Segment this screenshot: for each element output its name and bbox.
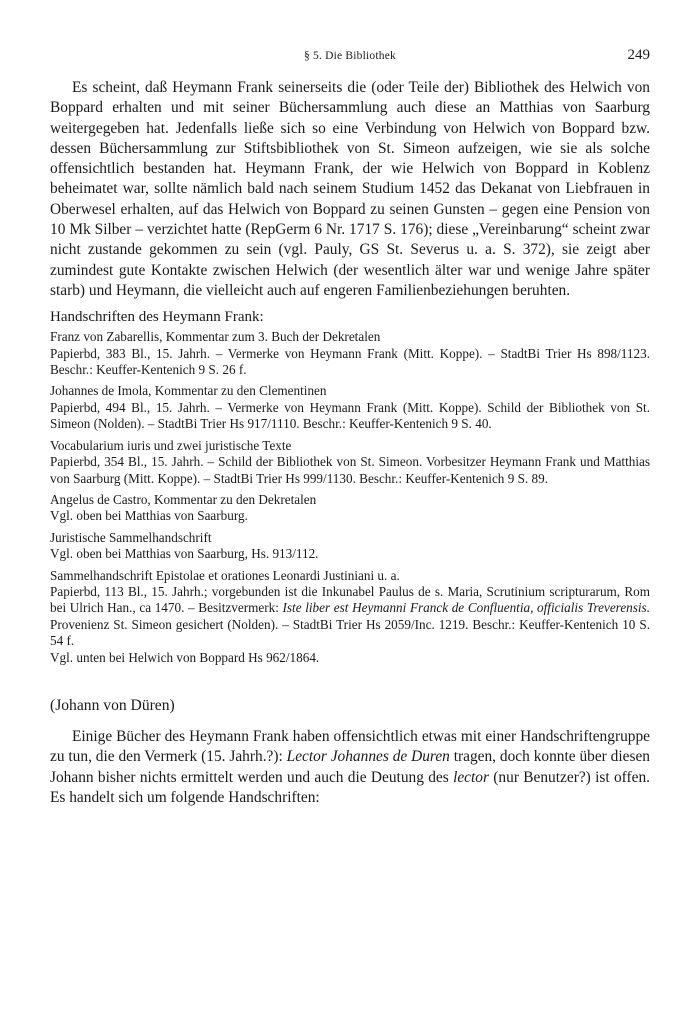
entry-title: Johannes de Imola, Kommentar zu den Clementinen — [50, 383, 327, 399]
manuscripts-heading: Handschriften des Heymann Frank: — [50, 309, 264, 326]
entry-title: Angelus de Castro, Kommentar zu den Dekretalen — [50, 491, 317, 507]
entry-cross-reference: Vgl. unten bei Helwich von Boppard Hs 962/1864. — [50, 649, 320, 665]
closing-text-1: Einige Bücher des Heymann Frank haben offensichtlich etwas mit einer Handschriftengruppe zu tun, die den Vermerk (15. Jahrh.?): — [50, 727, 650, 766]
manuscript-entry — [50, 568, 650, 666]
section-heading: (Johann von Düren) — [50, 696, 175, 714]
closing-paragraph — [50, 727, 650, 808]
entry-description: Vgl. oben bei Matthias von Saarburg. — [50, 508, 248, 524]
entry-description: Vgl. oben bei Matthias von Saarburg, Hs. 913/112. — [50, 546, 319, 562]
closing-text-2: tragen, doch konnte über diesen Johann bisher nichts ermittelt werden und auch die Deutung des — [50, 748, 650, 786]
entry-title: Sammelhandschrift Epistolae et orationes Leonardi Justiniani u. a. — [50, 567, 400, 583]
entry-description — [50, 584, 650, 650]
manuscript-entry — [50, 492, 650, 525]
intro-paragraph: Es scheint, daß Heymann Frank seinerseits die (oder Teile der) Bibliothek des Helwich von Boppard erhalten und mit seiner Büchersammlung auch diese an Matthias von Saarburg weitergegeben hat. Jedenfalls ließe sich so eine Verbindung von Helwich von Boppard bzw. dessen Büchersammlung zur Stiftsbibliothek von St. Simeon aufzeigen, wie sie als solche offensichtlich bestanden hat. Heymann Frank, der wie Helwich von Boppard in Koblenz beheimatet war, sollte nämlich bald nach seinem Studium 1452 das Dekanat von Liebfrauen in Oberwesel erhalten, auf das Helwich von Boppard zu seinen Gunsten – gegen eine Pension von 10 Mk Silber – verzichtet hatte (RepGerm 6 Nr. 1717 S. 176); diese „Vereinbarung“ scheint zwar nicht zustande gekommen zu sein (vgl. Pauly, GS St. Severus u. a. S. 372), sie zeigt aber zumindest gute Kontakte zwischen Helwich (der wesentlich älter war und wenige Jahre später starb) und Heymann, die vielleicht auch auf engeren Familienbeziehungen beruhten. — [50, 79, 650, 299]
entry-title: Franz von Zabarellis, Kommentar zum 3. Buch der Dekretalen — [50, 329, 381, 345]
entry-title: Vocabularium iuris und zwei juristische Texte — [50, 437, 292, 453]
entry-description: Papierbd, 383 Bl., 15. Jahrh. – Vermerke von Heymann Frank (Mitt. Koppe). – StadtBi Trier Hs 898/1123. Beschr.: Keuffer-Kentenich 9 S. 26 f. — [50, 345, 650, 378]
manuscript-entry — [50, 329, 650, 378]
ownership-note-italic: Iste liber est Heymanni Franck de Confluentia, officialis Treverensis. — [282, 600, 650, 616]
closing-italic-1: Lector Johannes de Duren — [286, 748, 450, 766]
manuscript-entry — [50, 383, 650, 432]
page-number: 249 — [627, 47, 650, 63]
description-text-continued: Provenienz St. Simeon gesichert (Nolden). – StadtBi Trier Hs 2059/Inc. 1219. Beschr.: Keuffer-Kentenich 10 S. 54 f. — [50, 616, 650, 649]
entry-description: Papierbd, 354 Bl., 15. Jahrh. – Schild der Bibliothek von St. Simeon. Vorbesitzer Heymann Frank und Matthias von Saarburg (Mitt. Koppe). – StadtBi Trier Hs 999/1130. Beschr.: Keuffer-Kentenich 9 S. 89. — [50, 454, 650, 486]
closing-italic-2: lector — [453, 768, 489, 786]
page-body — [50, 78, 650, 808]
running-head — [50, 47, 650, 67]
entry-description: Papierbd, 494 Bl., 15. Jahrh. – Vermerke von Heymann Frank (Mitt. Koppe). Schild der Bibliothek von St. Simeon (Nolden). – StadtBi Trier Hs 917/1110. Beschr.: Keuffer-Kentenich 9 S. 40. — [50, 399, 650, 432]
description-text: Papierbd, 113 Bl., 15. Jahrh.; vorgebunden ist die Inkunabel Paulus de s. Maria, Scrutinium scripturarum, Rom bei Ulrich Han., ca 1470. – Besitzvermerk: — [50, 583, 650, 616]
entry-title: Juristische Sammelhandschrift — [50, 529, 212, 545]
running-title: § 5. Die Bibliothek — [304, 50, 396, 62]
manuscript-entry — [50, 530, 650, 563]
manuscript-entry — [50, 438, 650, 487]
closing-text-3: (nur Benutzer?) ist offen. Es handelt sich um folgende Handschriften: — [50, 768, 650, 806]
